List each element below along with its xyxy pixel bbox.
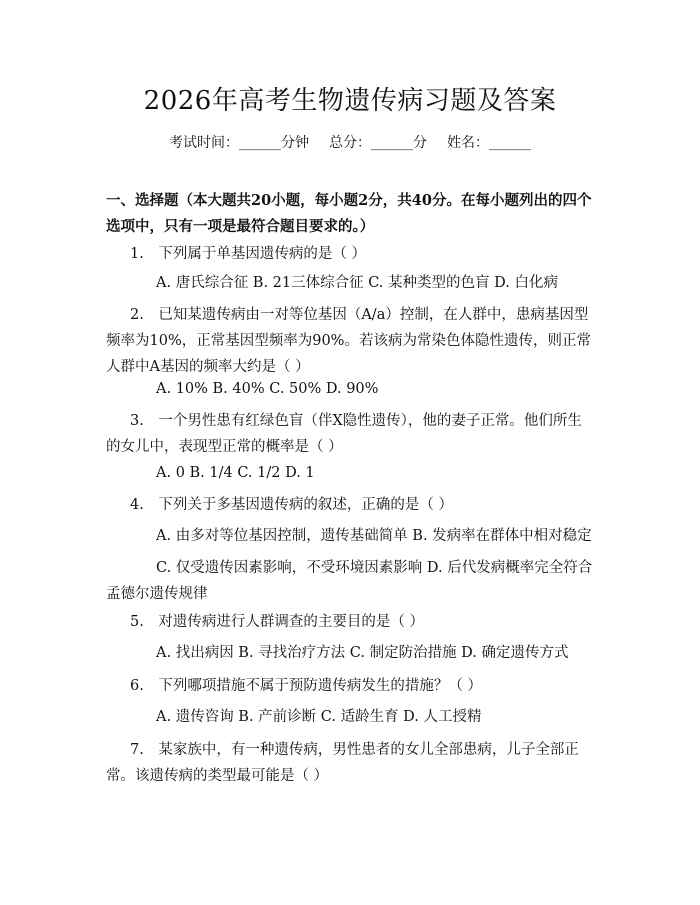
student-name-field: 姓名：______ (447, 135, 531, 151)
question-2-stem: 2. 已知某遗传病由一对等位基因（A/a）控制，在人群中，患病基因型频率为10%，正常基因型频率为90%。若该病为常染色体隐性遗传，则正常人群中A基因的频率大约是（ ） (106, 307, 591, 375)
exam-time-field: 考试时间：______分钟 (169, 135, 309, 151)
question-2-options: A. 10% B. 40% C. 50% D. 90% (156, 381, 379, 397)
question-4-stem: 4. 下列关于多基因遗传病的叙述，正确的是（ ） (130, 497, 453, 513)
question-4-options-ab: A. 由多对等位基因控制，遗传基础简单 B. 发病率在群体中相对稳定 (156, 528, 592, 544)
question-7-stem: 7. 某家族中，有一种遗传病，男性患者的女儿全部患病，儿子全部正常。该遗传病的类型最可能是（ ） (106, 742, 579, 784)
question-6-stem: 6. 下列哪项措施不属于预防遗传病发生的措施？（ ） (130, 678, 482, 694)
question-5-options: A. 找出病因 B. 寻找治疗方法 C. 制定防治措施 D. 确定遗传方式 (156, 645, 569, 661)
question-3-stem: 3. 一个男性患有红绿色盲（伴X隐性遗传），他的妻子正常。他们所生的女儿中，表现型正常的概率是（ ） (106, 413, 582, 455)
question-3-options: A. 0 B. 1/4 C. 1/2 D. 1 (156, 465, 315, 481)
question-5-stem: 5. 对遗传病进行人群调查的主要目的是（ ） (130, 614, 424, 630)
page-title: 2026年高考生物遗传病习题及答案 (143, 86, 557, 116)
total-score-field: 总分：______分 (329, 135, 427, 151)
question-1-options: A. 唐氏综合征 B. 21三体综合征 C. 某种类型的色盲 D. 白化病 (156, 275, 558, 291)
question-6-options: A. 遗传咨询 B. 产前诊断 C. 适龄生育 D. 人工授精 (156, 709, 482, 725)
question-1-stem: 1. 下列属于单基因遗传病的是（ ） (130, 246, 366, 262)
question-4-options-cd: C. 仅受遗传因素影响，不受环境因素影响 D. 后代发病概率完全符合孟德尔遗传规律 (106, 560, 593, 602)
exam-info-line (0, 132, 700, 152)
section-heading: 一、选择题（本大题共20小题，每小题2分，共40分。在每小题列出的四个选项中，只有一项是最符合题目要求的。） (106, 192, 592, 235)
